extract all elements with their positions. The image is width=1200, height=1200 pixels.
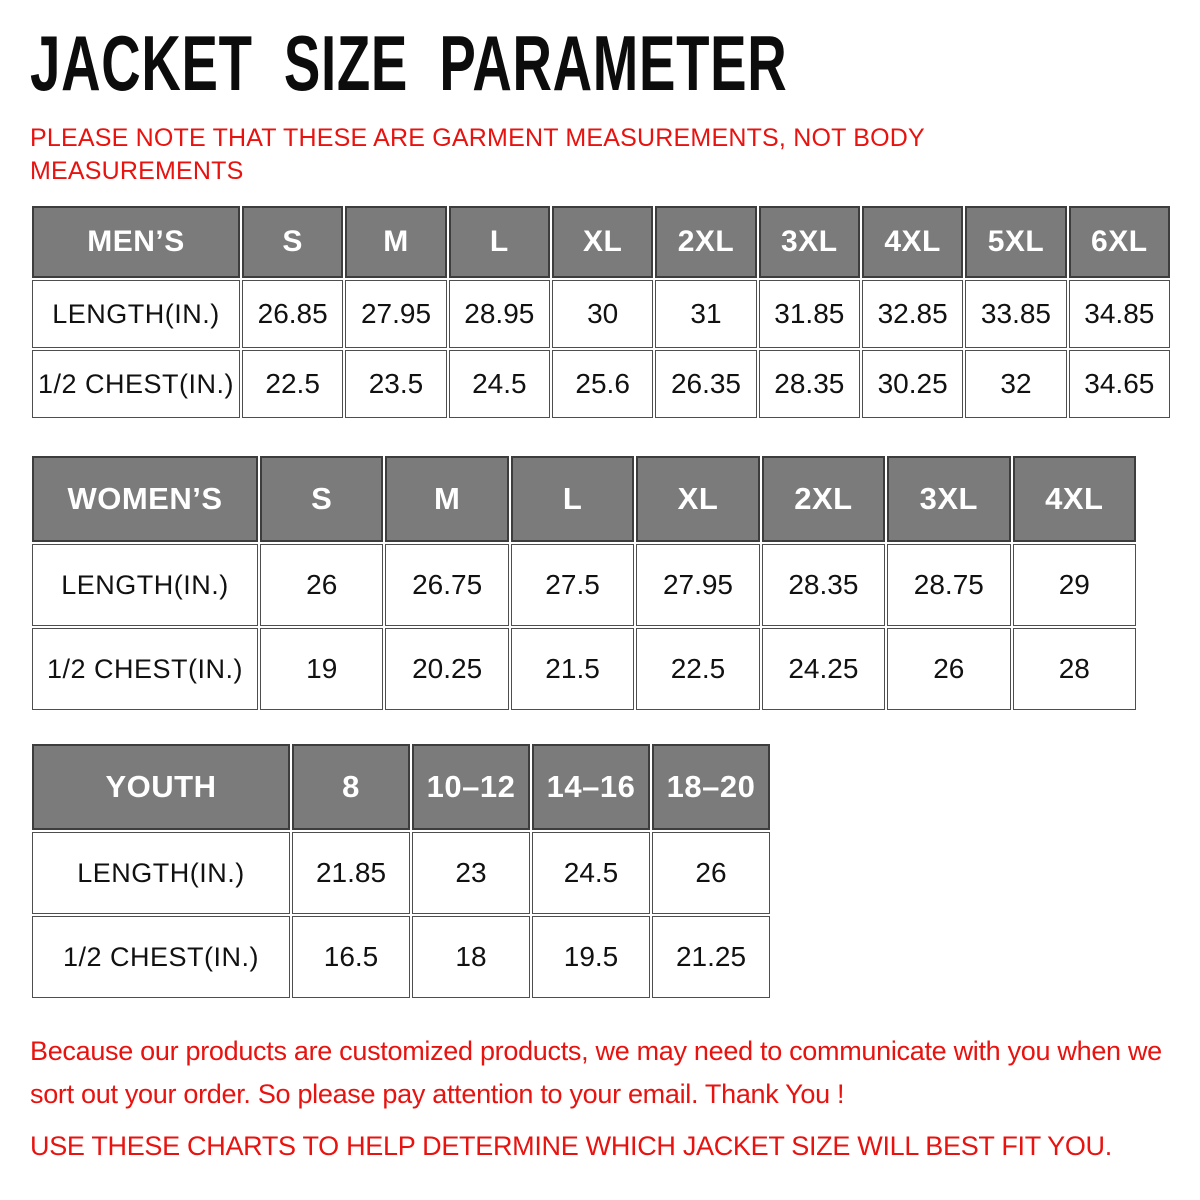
mens-table-row	[32, 280, 1170, 348]
womens-size-header-s: S	[260, 456, 383, 542]
measurement-value: 27.95	[636, 544, 759, 626]
measurement-value: 25.6	[552, 350, 653, 418]
measurement-value: 24.5	[449, 350, 550, 418]
measurement-value: 30	[552, 280, 653, 348]
measurement-value: 19.5	[532, 916, 650, 998]
measurement-value: 27.95	[345, 280, 446, 348]
row-label: LENGTH(IN.)	[32, 280, 240, 348]
measurement-value: 32.85	[862, 280, 963, 348]
youth-table-row	[32, 916, 770, 998]
measurement-value: 30.25	[862, 350, 963, 418]
page-title	[30, 19, 1172, 110]
row-label: LENGTH(IN.)	[32, 832, 290, 914]
page-title-text: JACKET SIZE PARAMETER	[30, 19, 788, 107]
measurement-value: 28.35	[759, 350, 860, 418]
measurement-value: 28.35	[762, 544, 885, 626]
youth-table-row	[32, 832, 770, 914]
measurement-value: 28.95	[449, 280, 550, 348]
measurement-value: 21.5	[511, 628, 634, 710]
measurement-value: 16.5	[292, 916, 410, 998]
measurement-value: 29	[1013, 544, 1136, 626]
measurement-value: 26.75	[385, 544, 508, 626]
size-tables-section	[30, 204, 1172, 1000]
measurement-value: 27.5	[511, 544, 634, 626]
mens-header-row	[32, 206, 1170, 278]
womens-size-header-4xl: 4XL	[1013, 456, 1136, 542]
youth-size-header-18–20: 18–20	[652, 744, 770, 830]
measurement-value: 21.85	[292, 832, 410, 914]
measurement-value: 21.25	[652, 916, 770, 998]
womens-size-header-l: L	[511, 456, 634, 542]
measurement-value: 34.85	[1069, 280, 1170, 348]
mens-size-header-4xl: 4XL	[862, 206, 963, 278]
womens-table-title: WOMEN’S	[32, 456, 258, 542]
mens-size-header-6xl: 6XL	[1069, 206, 1170, 278]
measurement-value: 23.5	[345, 350, 446, 418]
womens-size-header-m: M	[385, 456, 508, 542]
mens-size-header-m: M	[345, 206, 446, 278]
measurement-value: 24.5	[532, 832, 650, 914]
row-label: LENGTH(IN.)	[32, 544, 258, 626]
mens-size-header-3xl: 3XL	[759, 206, 860, 278]
mens-size-header-2xl: 2XL	[655, 206, 756, 278]
youth-size-header-10–12: 10–12	[412, 744, 530, 830]
measurement-value: 26	[887, 628, 1010, 710]
measurement-value: 28.75	[887, 544, 1010, 626]
youth-table-title: YOUTH	[32, 744, 290, 830]
womens-size-header-xl: XL	[636, 456, 759, 542]
row-label: 1/2 CHEST(IN.)	[32, 628, 258, 710]
measurement-value: 26.85	[242, 280, 343, 348]
measurement-value: 28	[1013, 628, 1136, 710]
youth-size-header-14–16: 14–16	[532, 744, 650, 830]
womens-table-row	[32, 544, 1136, 626]
measurement-value: 22.5	[242, 350, 343, 418]
measurement-value: 18	[412, 916, 530, 998]
womens-size-header-3xl: 3XL	[887, 456, 1010, 542]
womens-size-table	[30, 454, 1138, 712]
mens-table-title: MEN’S	[32, 206, 240, 278]
measurement-value: 32	[965, 350, 1066, 418]
mens-size-header-xl: XL	[552, 206, 653, 278]
measurement-value: 31	[655, 280, 756, 348]
measurement-value: 26	[260, 544, 383, 626]
measurement-value: 33.85	[965, 280, 1066, 348]
measurement-value: 20.25	[385, 628, 508, 710]
measurement-value: 26.35	[655, 350, 756, 418]
measurement-value: 23	[412, 832, 530, 914]
measurement-value: 19	[260, 628, 383, 710]
measurement-value: 34.65	[1069, 350, 1170, 418]
youth-size-table	[30, 742, 772, 1000]
mens-table-row	[32, 350, 1170, 418]
row-label: 1/2 CHEST(IN.)	[32, 350, 240, 418]
youth-header-row	[32, 744, 770, 830]
fit-advice-line: USE THESE CHARTS TO HELP DETERMINE WHICH JACKET SIZE WILL BEST FIT YOU.	[30, 1131, 1112, 1162]
customization-notice: Because our products are customized products, we may need to communicate with you when we sort out your order. So please pay attention to your email. Thank You !	[30, 1036, 1162, 1109]
garment-measurement-note: PLEASE NOTE THAT THESE ARE GARMENT MEASUREMENTS, NOT BODY MEASUREMENTS	[30, 124, 925, 185]
mens-size-header-l: L	[449, 206, 550, 278]
mens-size-table	[30, 204, 1172, 420]
measurement-value: 26	[652, 832, 770, 914]
womens-size-header-2xl: 2XL	[762, 456, 885, 542]
row-label: 1/2 CHEST(IN.)	[32, 916, 290, 998]
measurement-value: 24.25	[762, 628, 885, 710]
mens-size-header-5xl: 5XL	[965, 206, 1066, 278]
measurement-value: 22.5	[636, 628, 759, 710]
womens-table-row	[32, 628, 1136, 710]
mens-size-header-s: S	[242, 206, 343, 278]
womens-header-row	[32, 456, 1136, 542]
measurement-value: 31.85	[759, 280, 860, 348]
youth-size-header-8: 8	[292, 744, 410, 830]
